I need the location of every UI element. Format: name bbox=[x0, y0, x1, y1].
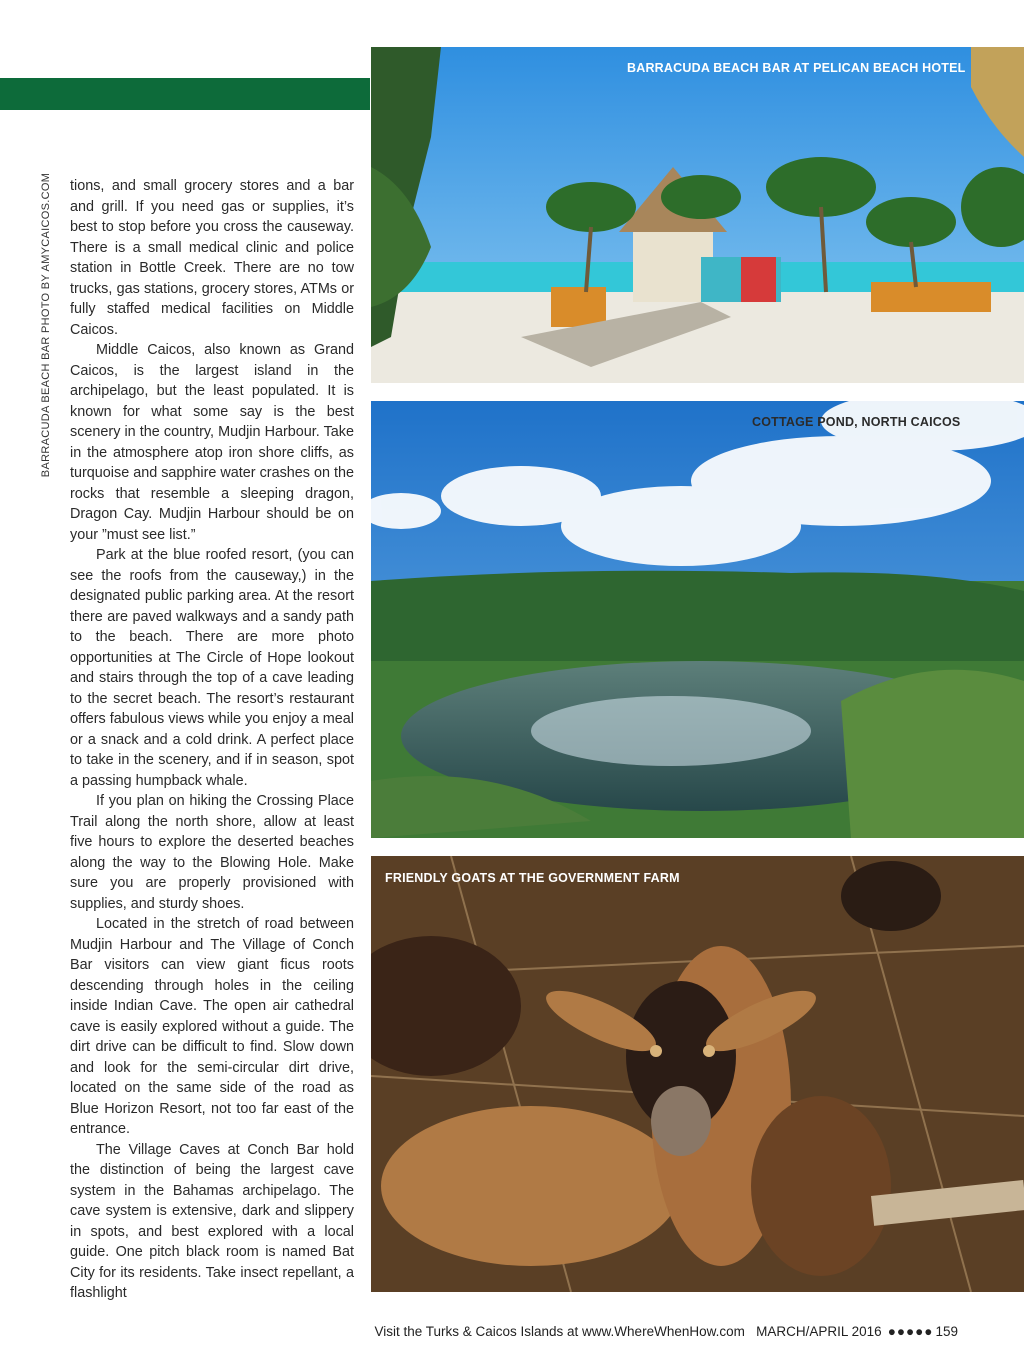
beach-bar-caption: BARRACUDA BEACH BAR AT PELICAN BEACH HOTEL bbox=[627, 61, 966, 75]
beach-bar-image bbox=[371, 47, 1024, 383]
footer-dots: ●●●●● bbox=[887, 1324, 934, 1339]
page-footer bbox=[0, 1324, 958, 1339]
article-paragraph: If you plan on hiking the Crossing Place Trail along the north shore, allow at least five hours to explore the deserted beaches along the way to the Blowing Hole. Make sure you are properly provisioned with supplies, and sturdy shoes. bbox=[70, 793, 354, 912]
article-body bbox=[70, 176, 354, 1304]
goats-image bbox=[371, 856, 1024, 1292]
photo-credit-text: BARRACUDA BEACH BAR PHOTO BY AMYCAICOS.COM bbox=[40, 172, 52, 478]
cottage-pond-photo bbox=[371, 401, 1024, 838]
footer-visit-text: Visit the Turks & Caicos Islands at www.WhereWhenHow.com bbox=[374, 1324, 745, 1339]
footer-issue-date: MARCH/APRIL 2016 bbox=[756, 1324, 882, 1339]
cottage-pond-image bbox=[371, 401, 1024, 838]
article-paragraph: Middle Caicos, also known as Grand Caicos, is the largest island in the archipelago, but the least populated. It is known for what some say is the best scenery in the country, Mudjin Harbour. Take in the atmosphere atop iron shore cliffs, as turquoise and sapphire water crashes on the rocks that resemble a sleeping dragon, Dragon Cay. Mudjin Harbour should be on your ”must see list.” bbox=[70, 342, 354, 543]
article-paragraph: Located in the stretch of road between Mudjin Harbour and The Village of Conch Bar visitors can view giant ficus roots descending through holes in the ceiling inside Indian Cave. The open air cathedral cave is easily explored without a guide. The dirt drive can be difficult to find. Slow down and look for the semi-circular dirt drive, located on the same side of the road as Blue Horizon Resort, not too far east of the entrance. bbox=[70, 916, 354, 1137]
article-paragraph: The Village Caves at Conch Bar hold the distinction of being the largest cave system in the Bahamas archipelago. The cave system is extensive, dark and slippery in spots, and best explored with a local guide. One pitch black room is named Bat City for its residents. Take insect repellant, a flashlight bbox=[70, 1141, 354, 1301]
page-number: 159 bbox=[935, 1324, 958, 1339]
goats-caption: FRIENDLY GOATS AT THE GOVERNMENT FARM bbox=[385, 871, 680, 885]
photo-credit bbox=[36, 172, 56, 478]
article-paragraph: Park at the blue roofed resort, (you can see the roofs from the causeway,) in the designated public parking area. At the resort there are paved walkways and a sandy path to the beach. There are more photo opportunities at The Circle of Hope lookout and stairs through the top of a cave leading to the secret beach. The resort’s restaurant offers fabulous views while you enjoy a meal or a snack and a cold drink. A perfect place to take in the scenery, and if in season, spot a passing humpback whale. bbox=[70, 547, 354, 789]
section-color-bar bbox=[0, 78, 370, 110]
cottage-pond-caption: COTTAGE POND, NORTH CAICOS bbox=[752, 415, 961, 429]
article-paragraph: tions, and small grocery stores and a bar and grill. If you need gas or supplies, it’s best to stop before you cross the causeway. There is a small medical clinic and police station in Bottle Creek. There are no tow trucks, gas stations, grocery stores, ATMs or fully staffed medical facilities on Middle Caicos. bbox=[70, 178, 354, 338]
beach-bar-photo bbox=[371, 47, 1024, 383]
goats-photo bbox=[371, 856, 1024, 1292]
